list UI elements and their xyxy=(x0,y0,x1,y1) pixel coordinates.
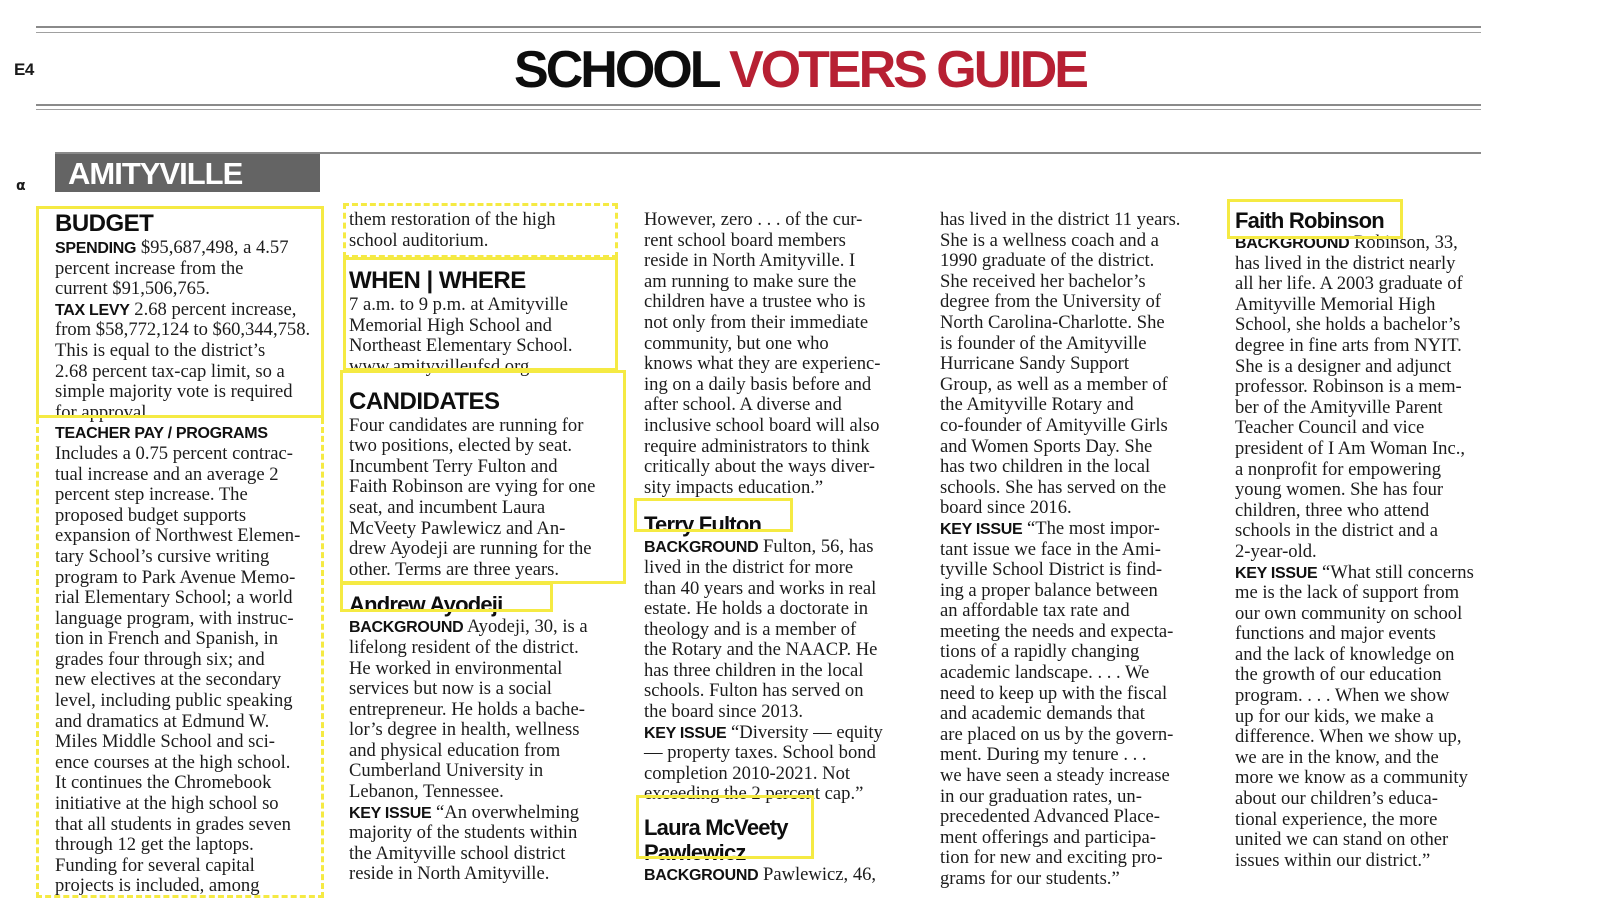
candidate-name-pawlewicz: Laura McVeety Pawlewicz xyxy=(644,815,788,866)
column-4: has lived in the district 11 years. She is a wellness coach and a 1990 graduate of the district. She received her bachelor’s degree from the University of North Carolina-Charlotte. She is founder of the Amityville Hurricane Sandy Support Group, as well as a member of the Amityville Rotary and co-founder of Amityville Girls and Women Sports Day. She has two children in the local schools. She has served on the board since 2016. KEY ISSUE “The most impor- tant issue we face in the Ami- tyville School District is find- ing a proper balance between an affordable tax rate and meeting the needs and expecta- tions of a rapidly changing academic landscape. . . . We need to keep up with the fiscal and academic demands that are placed on us by the govern- ment. During my tenure . . . we have seen a steady increase in our graduation rates, un- precedented Advanced Place- ment offerings and participa- tion for new and exciting pro- grams for our students.” xyxy=(940,209,1181,889)
teacher-pay-label: TEACHER PAY / PROGRAMS xyxy=(55,425,268,443)
masthead-top-rule xyxy=(36,26,1481,28)
masthead-top-rule-2 xyxy=(36,32,1481,33)
masthead-voters-guide: VOTERS GUIDE xyxy=(729,41,1086,99)
budget-continued: them restoration of the high xyxy=(349,209,556,230)
spending-label: SPENDING xyxy=(55,240,137,257)
masthead-bottom-rule-2 xyxy=(36,109,1481,110)
tax-levy-label: TAX LEVY xyxy=(55,301,130,319)
section-title: AMITYVILLE xyxy=(68,156,243,191)
candidates-heading: CANDIDATES xyxy=(349,387,500,415)
column-3: However, zero . . . of the cur- rent school board members reside in North Amityville. I am running to make sure the children have a trustee who is not only from their immediate community, but one who knows what they are experienc- ing on a daily basis before and after school. A diverse and inclusive school board will also require administrators to think critically about the ways diver- sity impacts education.” Terry Fulton BACKGROUND Fulton, 56, has lived in the district for more than 40 years and works in real estate. He holds a doctorate in theology and is a member of the Rotary and the NAACP. He has three children in the local schools. Fulton has served on the board since 2013. KEY ISSUE “Diversity — equity — property taxes. School bond completion 2010-2021. Not exceeding the 2 percent cap.” Laura McVeety Pawlewicz BACKGROUND Pawlewicz, 46, xyxy=(644,210,916,886)
page-number: E4 xyxy=(14,60,34,79)
district-website[interactable]: www.amityvilleufsd.org xyxy=(349,355,530,377)
candidate-name-fulton: Terry Fulton xyxy=(644,512,762,538)
masthead-school: SCHOOL xyxy=(514,41,718,99)
column-budget: BUDGET SPENDING $95,687,498, a 4.57 percent increase from the current $91,506,765. TAX LEVY 2.68 percent increase, from $58,772,124 to $60,344,758. This is equal to the district’s 2.68 percent tax-cap limit, so a simple majority vote is required for approval. TEACHER PAY / PROGRAMS Includes a 0.75 percent contrac- tual increase and an average 2 percent step increase. The proposed budget supports expansion of Northwest Elemen- tary School’s cursive writing program to Park Avenue Memo- rial Elementary School; a world language program, with instruc- tion in French and Spanish, in grades four through six; and new electives at the secondary level, including public speaking and dramatics at Edmund W. Miles Middle School and sci- ence courses at the high school. It continues the Chromebook initiative at the high school so that all students in grades seven through 12 get the laptops. Funding for several capital projects is included, among xyxy=(55,210,323,897)
masthead-bottom-rule xyxy=(36,104,1481,106)
when-where-heading: WHEN | WHERE xyxy=(349,267,526,295)
section-band xyxy=(55,154,320,192)
column-2: them restoration of the high school auditorium. WHEN | WHERE 7 a.m. to 9 p.m. at Amityville Memorial High School and Northeast Elementary School. www.amityvilleufsd.org CANDIDATES Four candidates are running for two positions, elected by seat. Incumbent Terry Fulton and Faith Robinson are vying for one seat, and incumbent Laura McVeety Pawlewicz and An- drew Ayodeji are running for the other. Terms are three years. Andrew Ayodeji BACKGROUND Ayodeji, 30, is a lifelong resident of the district. He worked in environmental services but now is a social entrepreneur. He holds a bache- lor’s degree in health, wellness and physical education from Cumberland University in Lebanon, Tennessee. KEY ISSUE “An overwhelming majority of the students within the Amityville school district reside in North Amityville. xyxy=(349,210,619,885)
candidate-name-ayodeji: Andrew Ayodeji xyxy=(349,592,503,618)
candidate-name-robinson: Faith Robinson xyxy=(1235,208,1384,233)
budget-heading: BUDGET xyxy=(55,210,154,237)
masthead-title xyxy=(0,40,1600,100)
column-5: Faith Robinson BACKGROUND Robinson, 33, has lived in the district nearly all her life. A 2003 graduate of Amityville Memorial High School, she holds a bachelor’s degree in fine arts from NYIT. She is a designer and adjunct professor. Robinson is a mem- ber of the Amityville Parent Teacher Council and vice president of I Am Woman Inc., a nonprofit for empowering young women. She has four children, three who attend schools in the district and a 2-year-old. KEY ISSUE “What still concerns me is the lack of support from our own community on school functions and major events and the lack of knowledge on the growth of our education program. . . . When we show up for our kids, we make a difference. When we show up, we are in the know, and the more we know as a community about our children’s educa- tional experience, the more united we can stand on other issues within our district.” xyxy=(1235,208,1507,871)
margin-glyph: α xyxy=(16,178,26,194)
